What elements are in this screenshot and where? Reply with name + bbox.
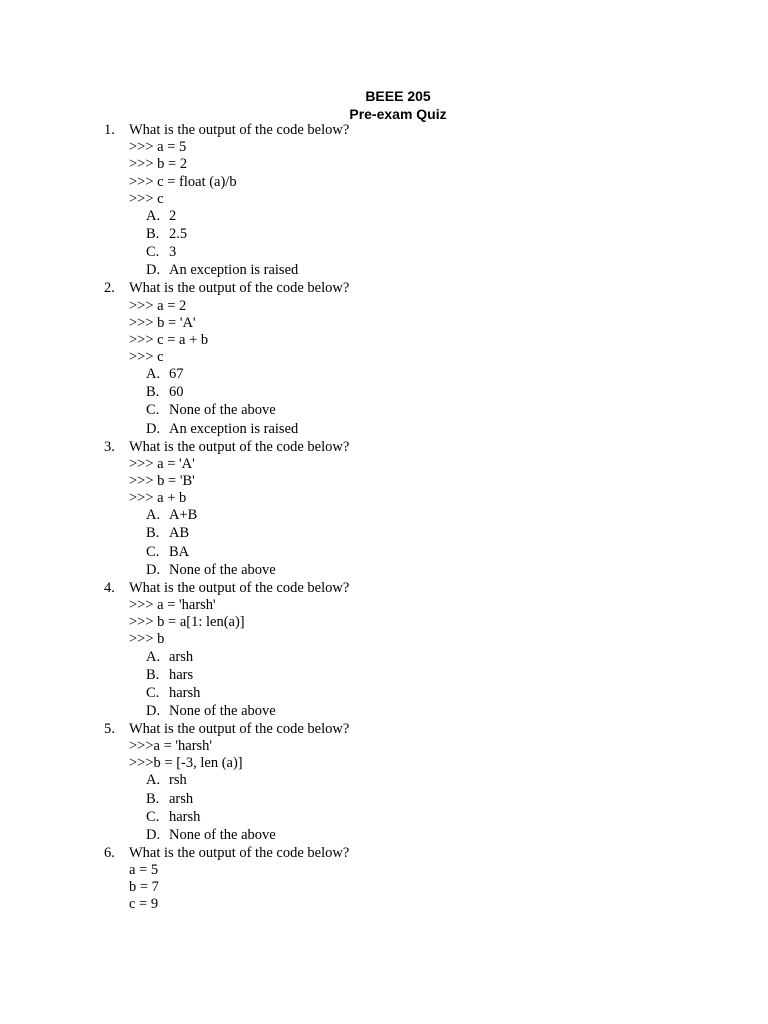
code-line: >>>b = [-3, len (a)] bbox=[129, 755, 243, 772]
question-heading bbox=[0, 845, 768, 862]
question-5 bbox=[0, 721, 768, 845]
option-text: BA bbox=[169, 543, 190, 560]
option-text: 67 bbox=[169, 366, 184, 383]
option-text: None of the above bbox=[169, 561, 276, 578]
option-text: None of the above bbox=[169, 826, 276, 843]
option-text: AB bbox=[169, 525, 190, 542]
option-letter: C. bbox=[146, 684, 160, 701]
question-prompt: What is the output of the code below? bbox=[129, 844, 350, 861]
question-heading bbox=[0, 580, 768, 597]
question-2 bbox=[0, 280, 768, 438]
answer-option bbox=[0, 649, 768, 667]
code-line: c = 9 bbox=[129, 896, 159, 913]
answer-option bbox=[0, 562, 768, 580]
option-letter: D. bbox=[146, 420, 161, 437]
answer-option bbox=[0, 667, 768, 685]
option-letter: C. bbox=[146, 808, 160, 825]
option-letter: B. bbox=[146, 525, 160, 542]
question-number: 4. bbox=[104, 579, 115, 596]
option-letter: B. bbox=[146, 384, 160, 401]
question-prompt: What is the output of the code below? bbox=[129, 438, 350, 455]
code-line: >>> a + b bbox=[129, 490, 187, 507]
option-letter: C. bbox=[146, 543, 160, 560]
question-3 bbox=[0, 439, 768, 580]
question-4 bbox=[0, 580, 768, 721]
answer-option bbox=[0, 402, 768, 420]
question-prompt: What is the output of the code below? bbox=[129, 720, 350, 737]
answer-option bbox=[0, 544, 768, 562]
option-letter: A. bbox=[146, 207, 161, 224]
option-letter: A. bbox=[146, 366, 161, 383]
answer-option bbox=[0, 384, 768, 402]
option-letter: B. bbox=[146, 790, 160, 807]
answer-option bbox=[0, 208, 768, 226]
code-line: >>> a = 'A' bbox=[129, 455, 195, 472]
question-number: 5. bbox=[104, 720, 115, 737]
answer-option bbox=[0, 507, 768, 525]
code-line: >>> c = a + b bbox=[129, 331, 209, 348]
question-list bbox=[0, 122, 768, 914]
option-letter: C. bbox=[146, 244, 160, 261]
question-prompt: What is the output of the code below? bbox=[129, 122, 350, 138]
option-text: 3 bbox=[169, 244, 177, 261]
option-letter: D. bbox=[146, 702, 161, 719]
option-text: 60 bbox=[169, 384, 184, 401]
answer-option bbox=[0, 791, 768, 809]
question-heading bbox=[0, 280, 768, 297]
option-text: rsh bbox=[169, 772, 187, 789]
answer-option bbox=[0, 703, 768, 721]
answer-option bbox=[0, 685, 768, 703]
option-letter: C. bbox=[146, 402, 160, 419]
option-text: arsh bbox=[169, 790, 194, 807]
option-text: A+B bbox=[169, 507, 198, 524]
answer-option bbox=[0, 226, 768, 244]
option-letter: A. bbox=[146, 772, 161, 789]
question-number: 3. bbox=[104, 438, 115, 455]
code-line: >>> c = float (a)/b bbox=[129, 173, 237, 190]
option-letter: D. bbox=[146, 826, 161, 843]
code-line: >>> c bbox=[129, 349, 164, 366]
answer-option bbox=[0, 421, 768, 439]
option-letter: D. bbox=[146, 262, 161, 279]
code-line: >>> a = 'harsh' bbox=[129, 596, 216, 613]
question-heading bbox=[0, 122, 768, 139]
quiz-title: Pre-exam Quiz bbox=[349, 106, 447, 122]
answer-option bbox=[0, 262, 768, 280]
option-text: arsh bbox=[169, 648, 194, 665]
option-text: None of the above bbox=[169, 702, 276, 719]
question-prompt: What is the output of the code below? bbox=[129, 280, 350, 297]
option-text: An exception is raised bbox=[169, 420, 299, 437]
answer-option bbox=[0, 366, 768, 384]
question-1 bbox=[0, 122, 768, 280]
code-line: >>>a = 'harsh' bbox=[129, 738, 213, 755]
option-letter: B. bbox=[146, 666, 160, 683]
answer-option bbox=[0, 772, 768, 790]
option-text: None of the above bbox=[169, 402, 276, 419]
question-number: 2. bbox=[104, 280, 115, 297]
code-line: >>> c bbox=[129, 190, 164, 207]
option-text: 2 bbox=[169, 207, 177, 224]
option-letter: A. bbox=[146, 507, 161, 524]
answer-option bbox=[0, 525, 768, 543]
code-line: >>> b = 2 bbox=[129, 156, 188, 173]
question-heading bbox=[0, 721, 768, 738]
question-number: 6. bbox=[104, 844, 115, 861]
option-text: harsh bbox=[169, 684, 201, 701]
option-text: 2.5 bbox=[169, 226, 188, 243]
code-line: >>> a = 5 bbox=[129, 139, 187, 156]
question-6 bbox=[0, 845, 768, 914]
option-text: An exception is raised bbox=[169, 262, 299, 279]
question-prompt: What is the output of the code below? bbox=[129, 579, 350, 596]
option-letter: A. bbox=[146, 648, 161, 665]
option-letter: B. bbox=[146, 226, 160, 243]
code-line: b = 7 bbox=[129, 879, 159, 896]
answer-option bbox=[0, 244, 768, 262]
answer-option bbox=[0, 809, 768, 827]
code-line: >>> b = 'A' bbox=[129, 314, 196, 331]
option-text: harsh bbox=[169, 808, 201, 825]
course-code: BEEE 205 bbox=[365, 88, 431, 104]
question-number: 1. bbox=[104, 122, 115, 138]
option-text: hars bbox=[169, 666, 194, 683]
code-line: a = 5 bbox=[129, 862, 159, 878]
question-heading bbox=[0, 439, 768, 456]
option-letter: D. bbox=[146, 561, 161, 578]
code-line: >>> b = a[1: len(a)] bbox=[129, 614, 245, 631]
answer-option bbox=[0, 827, 768, 845]
code-line: >>> b = 'B' bbox=[129, 473, 195, 489]
code-line: >>> a = 2 bbox=[129, 297, 187, 314]
code-line: >>> b bbox=[129, 631, 165, 648]
